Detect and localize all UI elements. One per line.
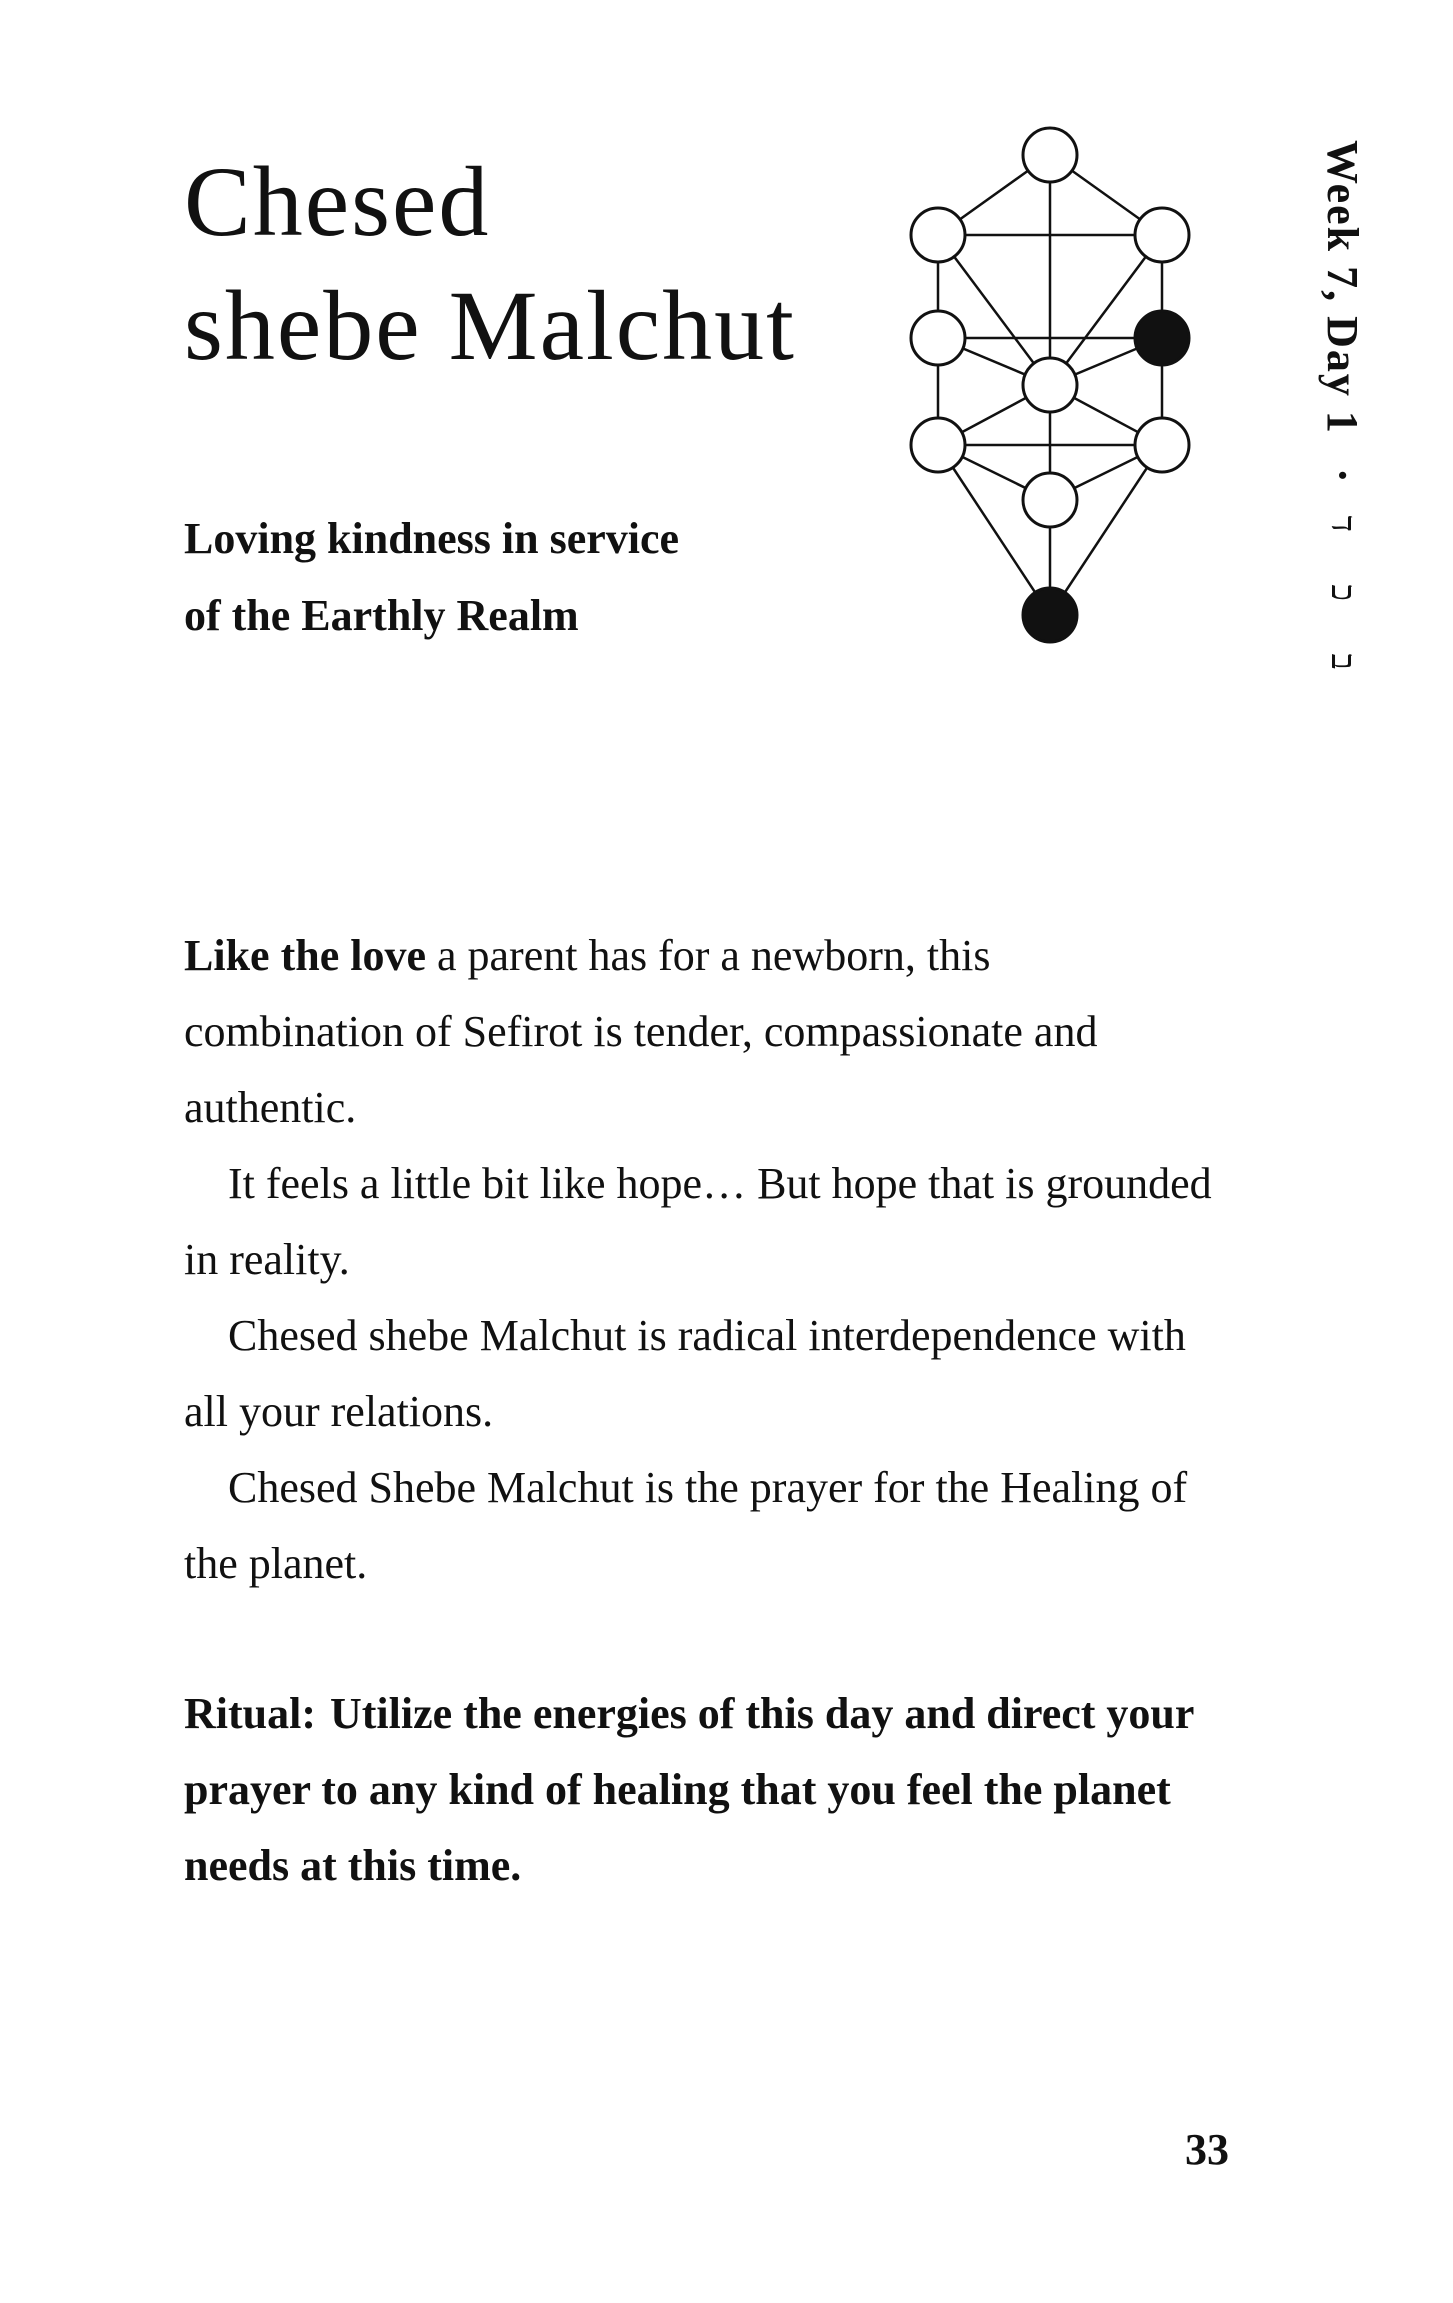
sefira-yesod <box>1023 473 1077 527</box>
sefira-malchut <box>1023 588 1077 642</box>
paragraph-3: Chesed shebe Malchut is radical interdependence with all your relations. <box>184 1311 1186 1436</box>
paragraph-1 <box>184 918 1214 1146</box>
page-number: 33 <box>1185 2125 1229 2174</box>
path-netzach-malchut <box>938 445 1050 615</box>
sefira-chochmah <box>911 208 965 262</box>
sefira-chesed <box>911 311 965 365</box>
path-hod-malchut <box>1050 445 1162 615</box>
paragraph-4: Chesed Shebe Malchut is the prayer for the Healing of the planet. <box>184 1463 1188 1588</box>
ritual-text: Utilize the energies of this day and direct your prayer to any kind of healing that you feel the planet needs at this time. <box>184 1689 1194 1890</box>
subtitle <box>184 500 824 654</box>
title-line-2: shebe Malchut <box>184 270 796 381</box>
hebrew-glyphs: ב כ ד <box>1324 515 1361 692</box>
page-title <box>184 140 884 388</box>
subtitle-line-1: Loving kindness in service <box>184 514 680 563</box>
ritual-paragraph <box>184 1676 1214 1904</box>
separator-dot: · <box>1318 467 1367 483</box>
week-day-text: Week 7, Day 1 <box>1318 140 1367 435</box>
title-line-1: Chesed <box>184 146 491 257</box>
sefira-netzach <box>911 418 965 472</box>
tree-of-life-diagram <box>900 120 1200 660</box>
body-text <box>184 918 1214 1602</box>
sefira-keter <box>1023 128 1077 182</box>
week-day-label <box>1300 140 1384 780</box>
sefira-hod <box>1135 418 1189 472</box>
sefira-gevurah <box>1135 311 1189 365</box>
paragraph-1-lead: Like the love <box>184 931 426 980</box>
subtitle-line-2: of the Earthly Realm <box>184 591 579 640</box>
sefira-binah <box>1135 208 1189 262</box>
paragraph-1-text: a parent has for a newborn, this combination of Sefirot is tender, compassionate and authentic. <box>184 931 1098 1132</box>
sefira-tiferet <box>1023 358 1077 412</box>
paragraph-2: It feels a little bit like hope… But hope that is grounded in reality. <box>184 1159 1212 1284</box>
ritual-label: Ritual: <box>184 1689 316 1738</box>
